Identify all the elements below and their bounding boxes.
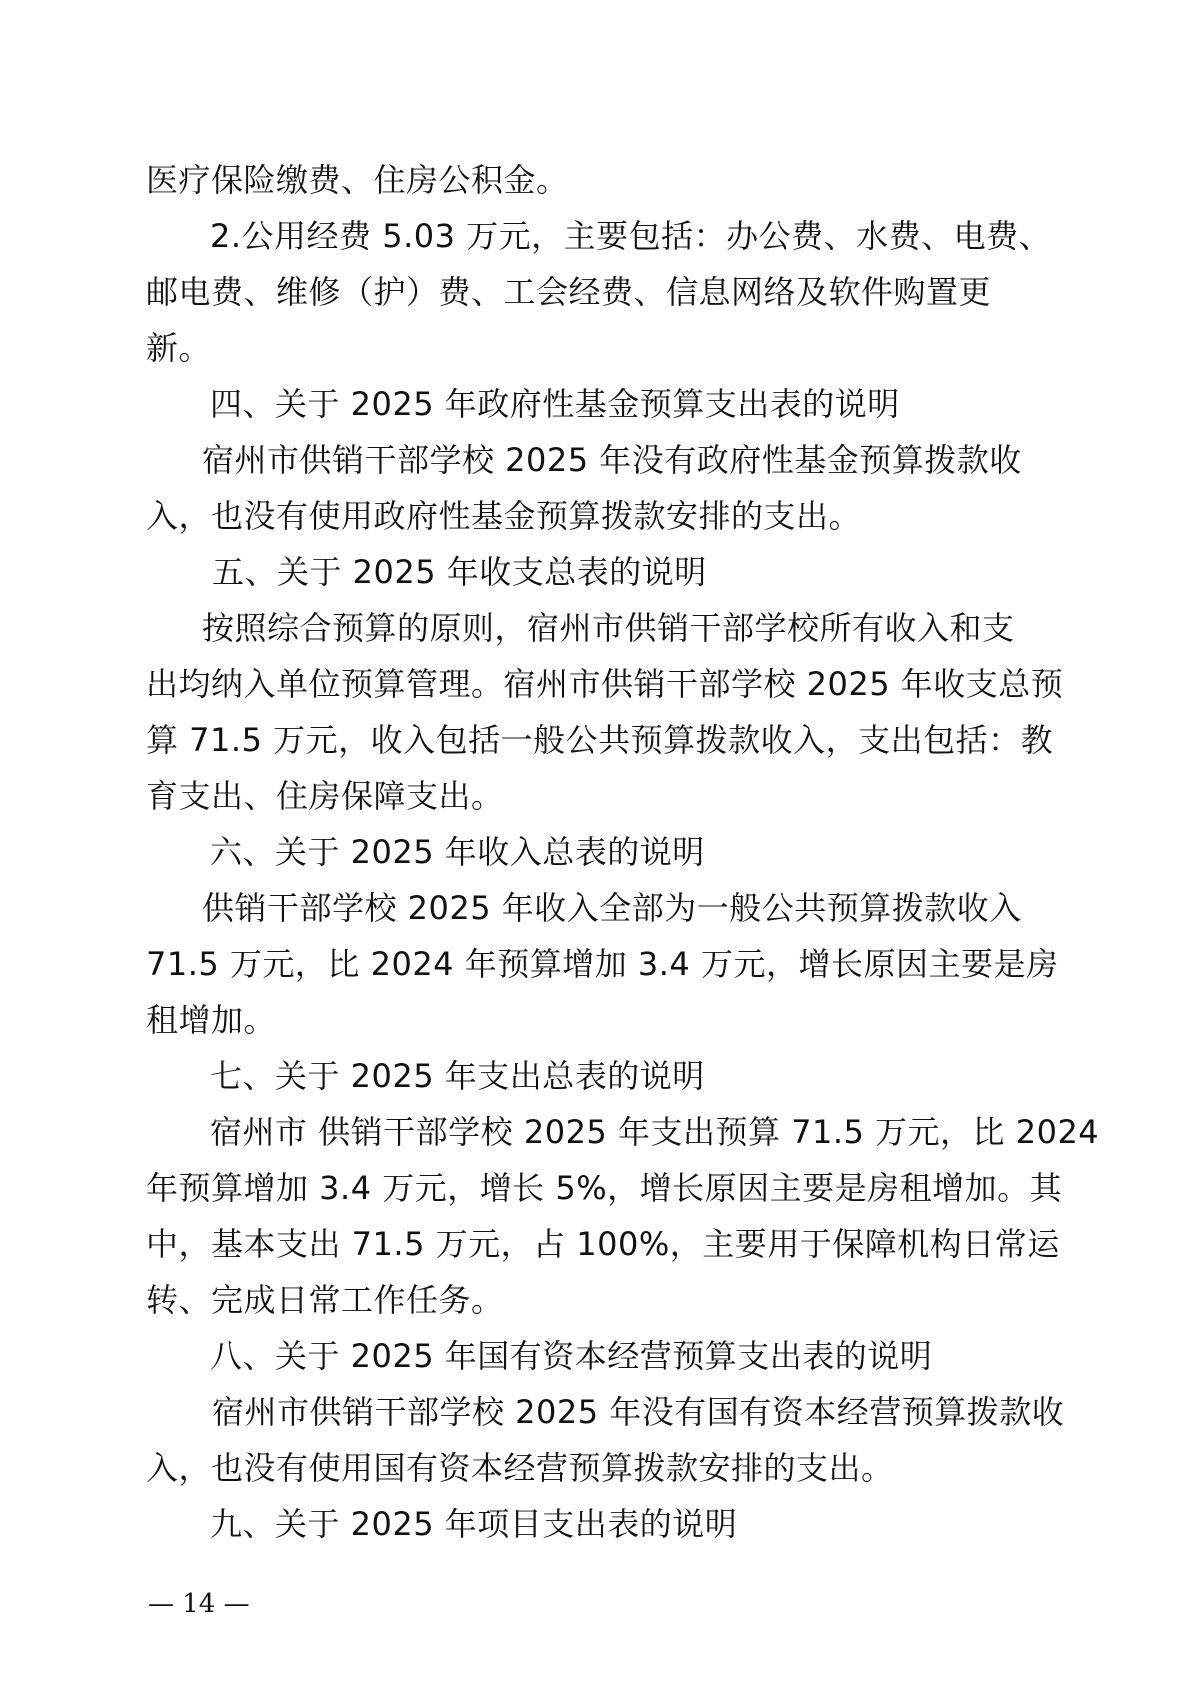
body-line: 宿州市供销干部学校 2025 年没有国有资本经营预算拨款收 [212,1393,1065,1431]
body-line: 宿州市 供销干部学校 2025 年支出预算 71.5 万元，比 2024 [210,1113,1100,1151]
section-heading: 五、关于 2025 年收支总表的说明 [212,553,707,591]
body-line: 育支出、住房保障支出。 [146,777,504,815]
section-heading: 四、关于 2025 年政府性基金预算支出表的说明 [210,385,900,423]
body-line: 出均纳入单位预算管理。宿州市供销干部学校 2025 年收支总预 [146,665,1064,703]
section-heading: 七、关于 2025 年支出总表的说明 [210,1057,705,1095]
section-heading: 八、关于 2025 年国有资本经营预算支出表的说明 [210,1337,933,1375]
body-line: 转、完成日常工作任务。 [146,1281,504,1319]
body-line: 医疗保险缴费、住房公积金。 [146,161,569,199]
body-line: 中，基本支出 71.5 万元，占 100%，主要用于保障机构日常运 [146,1225,1060,1263]
body-line: 入，也没有使用政府性基金预算拨款安排的支出。 [146,497,862,535]
body-line: 供销干部学校 2025 年收入全部为一般公共预算拨款收入 [202,889,1022,927]
body-line: 邮电费、维修（护）费、工会经费、信息网络及软件购置更 [146,273,992,311]
body-line: 宿州市供销干部学校 2025 年没有政府性基金预算拨款收 [202,441,1022,479]
body-line: 算 71.5 万元，收入包括一般公共预算拨款收入，支出包括：教 [146,721,1054,759]
section-heading: 六、关于 2025 年收入总表的说明 [210,833,705,871]
body-line: 2.公用经费 5.03 万元，主要包括：办公费、水费、电费、 [210,217,1052,255]
page-number: — 14 — [148,1589,250,1619]
body-line: 年预算增加 3.4 万元，增长 5%，增长原因主要是房租增加。其 [146,1169,1063,1207]
section-heading: 九、关于 2025 年项目支出表的说明 [210,1505,738,1543]
body-line: 租增加。 [146,1001,277,1039]
body-line: 新。 [146,329,212,367]
body-line: 入，也没有使用国有资本经营预算拨款安排的支出。 [146,1449,894,1487]
body-line: 按照综合预算的原则，宿州市供销干部学校所有收入和支 [202,609,1015,647]
body-line: 71.5 万元，比 2024 年预算增加 3.4 万元，增长原因主要是房 [146,945,1059,983]
